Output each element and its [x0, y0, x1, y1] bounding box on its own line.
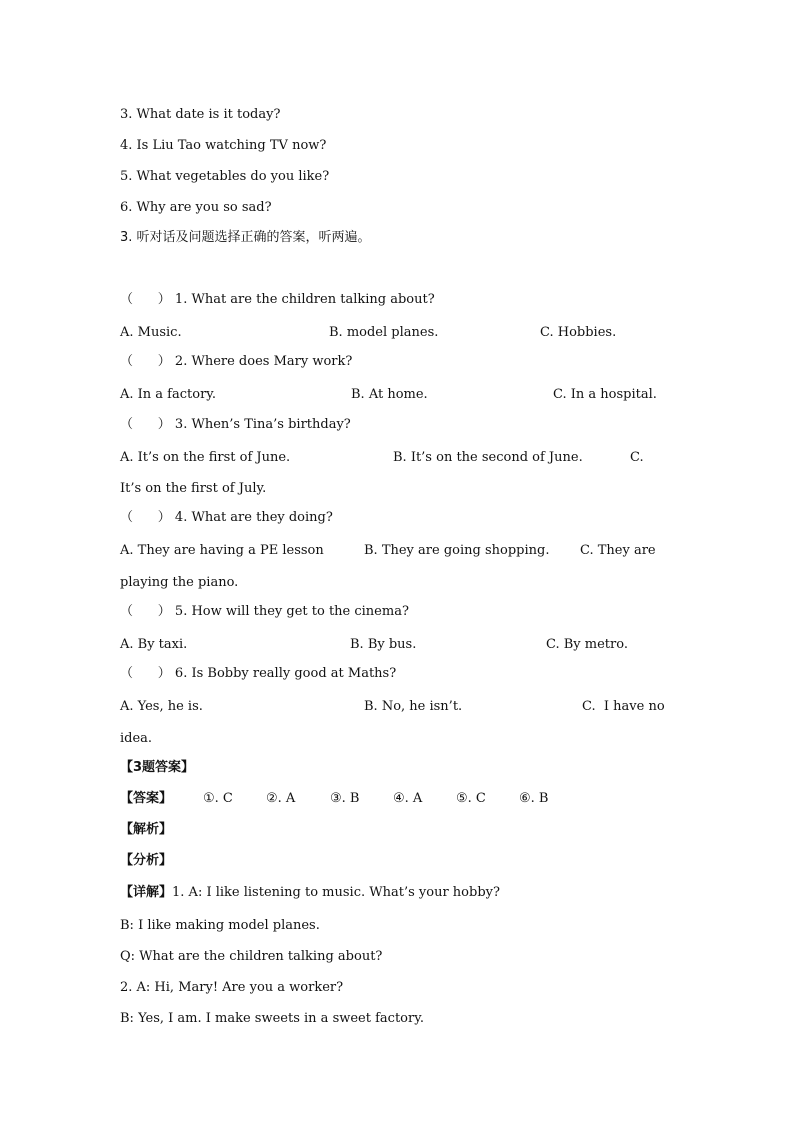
- option-c: C. Hobbies.: [540, 325, 617, 340]
- option-a: A. Yes, he is.: [120, 699, 203, 714]
- question-stem: （ ） 4. What are they doing?: [120, 510, 333, 525]
- option-a: A. They are having a PE lesson: [120, 543, 324, 558]
- answer-5: ⑤. C: [456, 791, 486, 806]
- option-c: C. I have no: [582, 699, 665, 714]
- option-a: A. Music.: [120, 325, 182, 340]
- detail-label: 【详解】: [120, 885, 173, 900]
- option-b: B. By bus.: [350, 637, 417, 652]
- answer-1: ①. C: [203, 791, 233, 806]
- option-a: A. By taxi.: [120, 637, 188, 652]
- option-b: B. No, he isn’t.: [364, 699, 463, 714]
- answer-label: 【答案】: [120, 791, 173, 806]
- answer-3: ③. B: [330, 791, 360, 806]
- answer-6: ⑥. B: [519, 791, 549, 806]
- question-line: 4. Is Liu Tao watching TV now?: [120, 138, 327, 153]
- analysis-label: 【解析】: [120, 822, 173, 837]
- option-wrap: playing the piano.: [120, 575, 239, 590]
- question-stem: （ ） 5. How will they get to the cinema?: [120, 604, 409, 619]
- section-title: 3. 听对话及问题选择正确的答案，听两遍。: [120, 230, 371, 245]
- question-line: 6. Why are you so sad?: [120, 200, 272, 215]
- option-b: B. model planes.: [329, 325, 439, 340]
- answer-2: ②. A: [266, 791, 296, 806]
- option-wrap: It’s on the first of July.: [120, 481, 267, 496]
- detail-line-1: [120, 885, 500, 901]
- detail-line: B: I like making model planes.: [120, 918, 320, 933]
- option-b: B. At home.: [351, 387, 428, 402]
- option-wrap: idea.: [120, 731, 153, 746]
- answer-4: ④. A: [393, 791, 423, 806]
- option-c: C. By metro.: [546, 637, 628, 652]
- option-c: C.: [630, 450, 644, 465]
- detail-text: 1. A: I like listening to music. What’s your hobby?: [172, 885, 500, 900]
- fenxi-label: 【分析】: [120, 853, 173, 868]
- detail-line: 2. A: Hi, Mary! Are you a worker?: [120, 980, 344, 995]
- detail-line: Q: What are the children talking about?: [120, 949, 383, 964]
- option-a: A. In a factory.: [120, 387, 217, 402]
- question-line: 5. What vegetables do you like?: [120, 169, 330, 184]
- answer-header: 【3题答案】: [120, 760, 195, 775]
- option-c: C. In a hospital.: [553, 387, 657, 402]
- option-a: A. It’s on the first of June.: [120, 450, 291, 465]
- option-b: B. They are going shopping.: [364, 543, 550, 558]
- option-b: B. It’s on the second of June.: [393, 450, 583, 465]
- question-line: 3. What date is it today?: [120, 107, 281, 122]
- question-stem: （ ） 6. Is Bobby really good at Maths?: [120, 666, 397, 681]
- option-c: C. They are: [580, 543, 656, 558]
- question-stem: （ ） 2. Where does Mary work?: [120, 354, 353, 369]
- detail-line: B: Yes, I am. I make sweets in a sweet factory.: [120, 1011, 424, 1026]
- question-stem: （ ） 1. What are the children talking about?: [120, 292, 435, 307]
- question-stem: （ ） 3. When’s Tina’s birthday?: [120, 417, 351, 432]
